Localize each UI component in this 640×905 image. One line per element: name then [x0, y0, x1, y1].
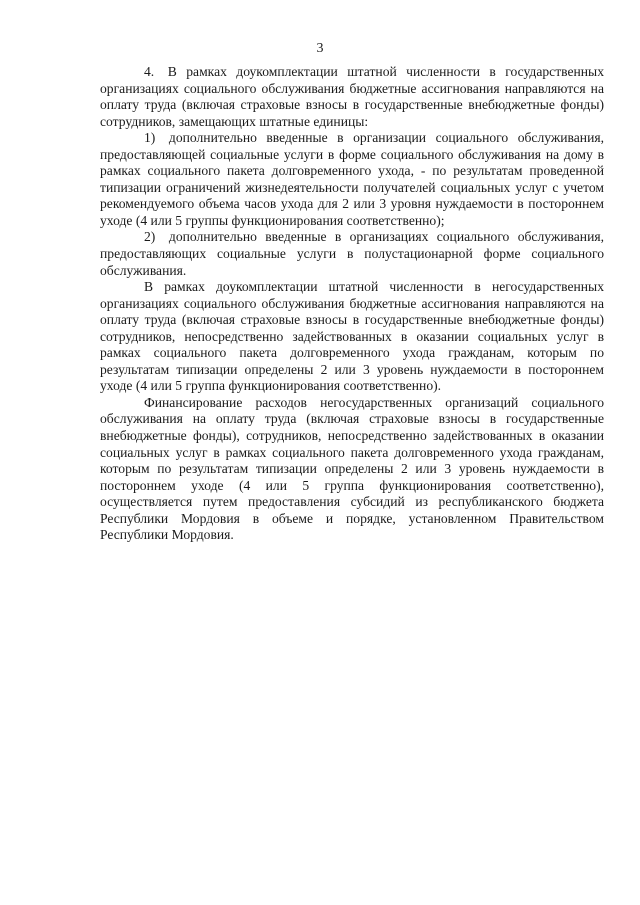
- paragraph-subitem-2: 2) дополнительно введенные в организациях социального обслуживания, предоставляющих социальные услуги в полустационарной форме социального обслуживания.: [100, 229, 604, 278]
- document-body: [100, 64, 604, 544]
- paragraph-subitem-1: 1) дополнительно введенные в организации социального обслуживания, предоставляющей социальные услуги в форме социального обслуживания на дому в рамках социального пакета долговременного ухода, - по результатам проведенной типизации ограничений жизнедеятельности получателей социальных услуг с учетом рекомендуемого объема часов ухода для 2 или 3 уровня нуждаемости в постороннем уходе (4 или 5 группы функционирования соответственно);: [100, 130, 604, 228]
- paragraph-item-4: 4. В рамках доукомплектации штатной численности в государственных организациях социального обслуживания бюджетные ассигнования направляются на оплату труда (включая страховые взносы в государственные внебюджетные фонды) сотрудников, замещающих штатные единицы:: [100, 64, 604, 129]
- page-number: 3: [316, 41, 324, 56]
- paragraph-nongovernmental-staffing: В рамках доукомплектации штатной численности в негосударственных организациях социального обслуживания бюджетные ассигнования направляются на оплату труда (включая страховые взносы в государственные внебюджетные фонды) сотрудников, непосредственно задействованных в оказании социальных услуг в рамках социального пакета долговременного ухода гражданам, которым по результатам типизации определены 2 или 3 уровень нуждаемости в постороннем уходе (4 или 5 группа функционирования соответственно).: [100, 279, 604, 394]
- paragraph-financing: Финансирование расходов негосударственных организаций социального обслуживания на оплату труда (включая страховые взносы в государственные внебюджетные фонды), сотрудников, непосредственно задействованных в оказании социальных услуг в рамках социального пакета долговременного ухода гражданам, которым по результатам типизации определены 2 или 3 уровень нуждаемости в постороннем уходе (4 или 5 группа функционирования соответственно), осуществляется путем предоставления субсидий из республиканского бюджета Республики Мордовия в объеме и порядке, установленном Правительством Республики Мордовия.: [100, 394, 604, 543]
